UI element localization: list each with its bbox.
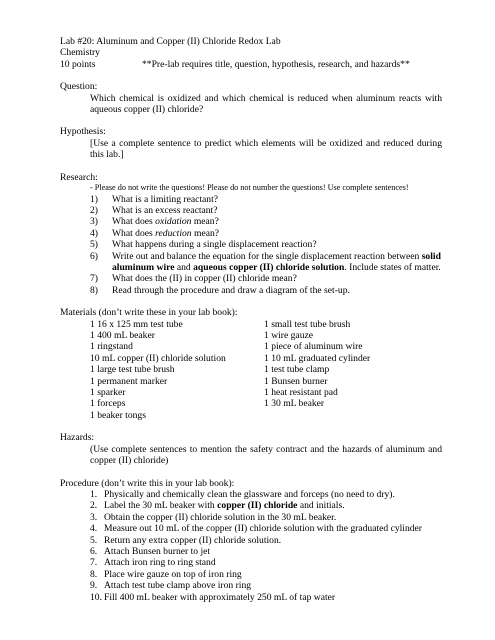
- material-item: 1 sparker: [90, 387, 126, 399]
- research-heading: Research:: [60, 171, 98, 183]
- research-item: 5) What happens during a single displacement reaction?: [90, 239, 317, 251]
- materials-column-1: [90, 319, 264, 422]
- prelab-note: **Pre-lab requires title, question, hypothesis, research, and hazards**: [142, 58, 410, 70]
- procedure-heading: Procedure (don’t write this in your lab book):: [60, 477, 235, 489]
- material-item: 1 small test tube brush: [264, 318, 351, 330]
- procedure-step: 9. Attach test tube clamp above iron ring: [90, 580, 252, 592]
- research-item: 7) What does the (II) in copper (II) chloride mean?: [90, 273, 297, 285]
- research-item: 4) What does reduction mean?: [90, 227, 220, 239]
- hazards-heading: Hazards:: [60, 432, 95, 444]
- hypothesis-text: [Use a complete sentence to predict which elements will be oxidized and reduced during this lab.]: [90, 137, 442, 161]
- document-page: [60, 36, 442, 603]
- question-text: Which chemical is oxidized and which chemical is reduced when aluminum reacts with aqueous copper (II) chloride?: [90, 92, 442, 116]
- material-item: 1 400 mL beaker: [90, 330, 155, 342]
- procedure-list: [60, 489, 442, 603]
- procedure-step: 2. Label the 30 mL beaker with copper (II) chloride and initials.: [90, 500, 345, 512]
- hazards-text: (Use complete sentences to mention the safety contract and the hazards of aluminum and copper (II) chloride): [90, 443, 442, 467]
- procedure-step: 1. Physically and chemically clean the glassware and forceps (no need to dry).: [90, 488, 395, 500]
- question-heading: Question:: [60, 81, 98, 93]
- hypothesis-heading: Hypothesis:: [60, 126, 106, 138]
- material-item: 1 10 mL graduated cylinder: [264, 352, 371, 364]
- material-item: 1 test tube clamp: [264, 364, 330, 376]
- points-row: [60, 59, 442, 70]
- procedure-step: 8. Place wire gauze on top of iron ring: [90, 568, 242, 580]
- material-item: 1 wire gauze: [264, 330, 314, 342]
- material-item: 1 piece of aluminum wire: [264, 341, 363, 353]
- materials-list: [60, 319, 442, 422]
- material-item: 1 forceps: [90, 398, 126, 410]
- material-item: 1 permanent marker: [90, 375, 168, 387]
- research-item: 6) Write out and balance the equation for the single displacement reaction between solid aluminum wire and aqueous copper (II) chloride solution. Include states of matter.: [90, 250, 441, 273]
- procedure-step: 7. Attach iron ring to ring stand: [90, 557, 216, 569]
- material-item: 1 heat resistant pad: [264, 387, 338, 399]
- research-item: 1) What is a limiting reactant?: [90, 193, 219, 205]
- points-text: 10 points: [60, 58, 96, 70]
- material-item: 1 large test tube brush: [90, 364, 175, 376]
- material-item: 10 mL copper (II) chloride solution: [90, 352, 226, 364]
- research-note: - Please do not write the questions! Please do not number the questions! Use complete sentences!: [90, 183, 409, 193]
- procedure-step: 4. Measure out 10 mL of the copper (II) chloride solution with the graduated cylinder: [90, 523, 423, 535]
- procedure-step: 10. Fill 400 mL beaker with approximately 250 mL of tap water: [90, 591, 336, 603]
- material-item: 1 beaker tongs: [90, 409, 146, 421]
- research-item: 2) What is an excess reactant?: [90, 204, 218, 216]
- material-item: 1 ringstand: [90, 341, 133, 353]
- materials-heading: Materials (don’t write these in your lab book):: [60, 307, 238, 319]
- research-item: 8) Read through the procedure and draw a diagram of the set-up.: [90, 284, 350, 296]
- research-item: 3) What does oxidation mean?: [90, 216, 219, 228]
- research-list: [60, 194, 442, 297]
- subject-line: Chemistry: [60, 47, 100, 59]
- materials-column-2: [264, 319, 442, 422]
- procedure-step: 6. Attach Bunsen burner to jet: [90, 545, 211, 557]
- material-item: 1 30 mL beaker: [264, 398, 325, 410]
- lab-title: Lab #20: Aluminum and Copper (II) Chloride Redox Lab: [60, 36, 281, 47]
- material-item: 1 16 x 125 mm test tube: [90, 318, 183, 330]
- procedure-step: 3. Obtain the copper (II) chloride solution in the 30 mL beaker.: [90, 511, 337, 523]
- procedure-step: 5. Return any extra copper (II) chloride solution.: [90, 534, 282, 546]
- material-item: 1 Bunsen burner: [264, 375, 328, 387]
